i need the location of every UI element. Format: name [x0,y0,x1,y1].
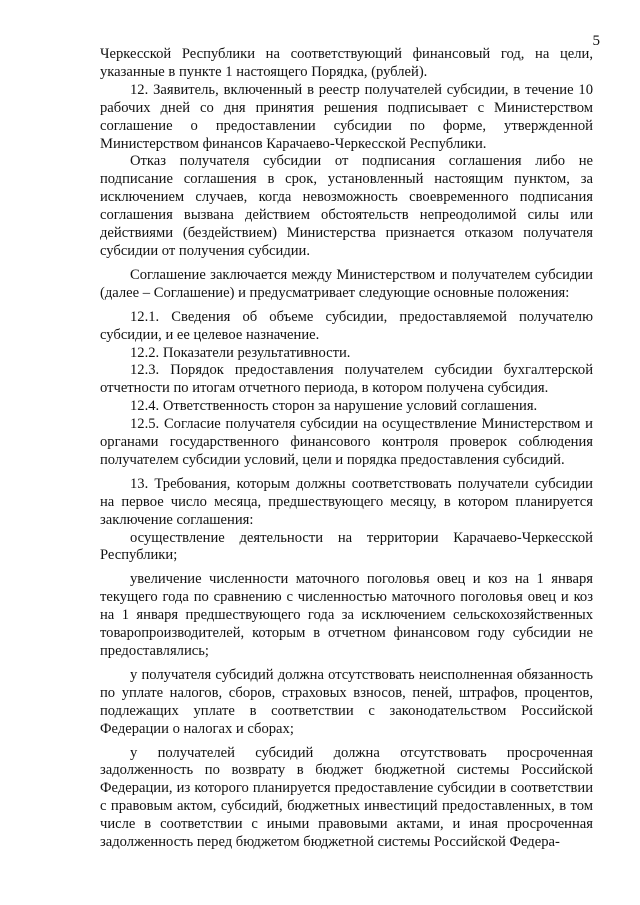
paragraph-item-13: 13. Требования, которым должны соответствовать получатели субсидии на первое число месяца, предшествующего месяцу, в котором планируется заключение соглашения: [100,475,593,528]
paragraph-item-12-4: 12.4. Ответственность сторон за нарушение условий соглашения. [130,398,538,415]
paragraph-refusal: Отказ получателя субсидии от подписания соглашения либо не подписание соглашения в срок, установленный настоящим пунктом, за исключением случаев, когда невозможность своевременного подписания соглашения вызвана действием обстоятельств непреодолимой силы или действиями (бездействием) Министерства признается отказом получателя субсидии от получения субсидии. [100,153,593,259]
paragraph-item-12-3: 12.3. Порядок предоставления получателем субсидии бухгалтерской отчетности по итогам отчетного периода, в котором получена субсидия. [100,362,593,397]
paragraph-item-12: 12. Заявитель, включенный в реестр получателей субсидии, в течение 10 рабочих дней со дня принятия решения подписывает с Министерством соглашение о предоставлении субсидии по форме, утвержденной Министерством финансов Карачаево-Черкесской Республики. [100,81,593,152]
paragraph-requirement-livestock: увеличение численности маточного поголовья овец и коз на 1 января текущего года по сравнению с численностью маточного поголовья овец и коз на 1 января предшествующего года за исключением сельскохозяйственных товаропроизводителей, которым в отчетном финансовом году субсидии не предоставлялись; [100,571,593,659]
paragraph-item-12-2: 12.2. Показатели результативности. [130,344,351,361]
paragraph-requirement-territory: осуществление деятельности на территории Карачаево-Черкесской Республики; [100,529,593,564]
paragraph-requirement-debt: у получателей субсидий должна отсутствовать просроченная задолженность по возврату в бюджет бюджетной системы Российской Федерации, из которого планируется предоставление субсидии в соответствии с правовым актом, субсидий, бюджетных инвестиций предоставленных, в том числе в соответствии с иными правовыми актами, и иная просроченная задолженность перед бюджетом бюджетной системы Российской Федера- [100,744,593,851]
paragraph-continuation: Черкесской Республики на соответствующий финансовый год, на цели, указанные в пункте 1 настоящего Порядка, (рублей). [100,46,593,80]
page-number: 5 [592,33,600,49]
paragraph-agreement: Соглашение заключается между Министерством и получателем субсидии (далее – Соглашение) и предусматривает следующие основные положения: [100,266,593,301]
paragraph-item-12-1: 12.1. Сведения об объеме субсидии, предоставляемой получателю субсидии, и ее целевое назначение. [100,308,593,343]
paragraph-requirement-taxes: у получателя субсидий должна отсутствовать неисполненная обязанность по уплате налогов, сборов, страховых взносов, пеней, штрафов, процентов, подлежащих уплате в соответствии с законодательством Российской Федерации о налогах и сборах; [100,666,593,737]
document-body [100,46,593,852]
paragraph-item-12-5: 12.5. Согласие получателя субсидии на осуществление Министерством и органами государственного финансового контроля проверок соблюдения получателем субсидии условий, цели и порядка предоставления субсидий. [100,416,593,468]
